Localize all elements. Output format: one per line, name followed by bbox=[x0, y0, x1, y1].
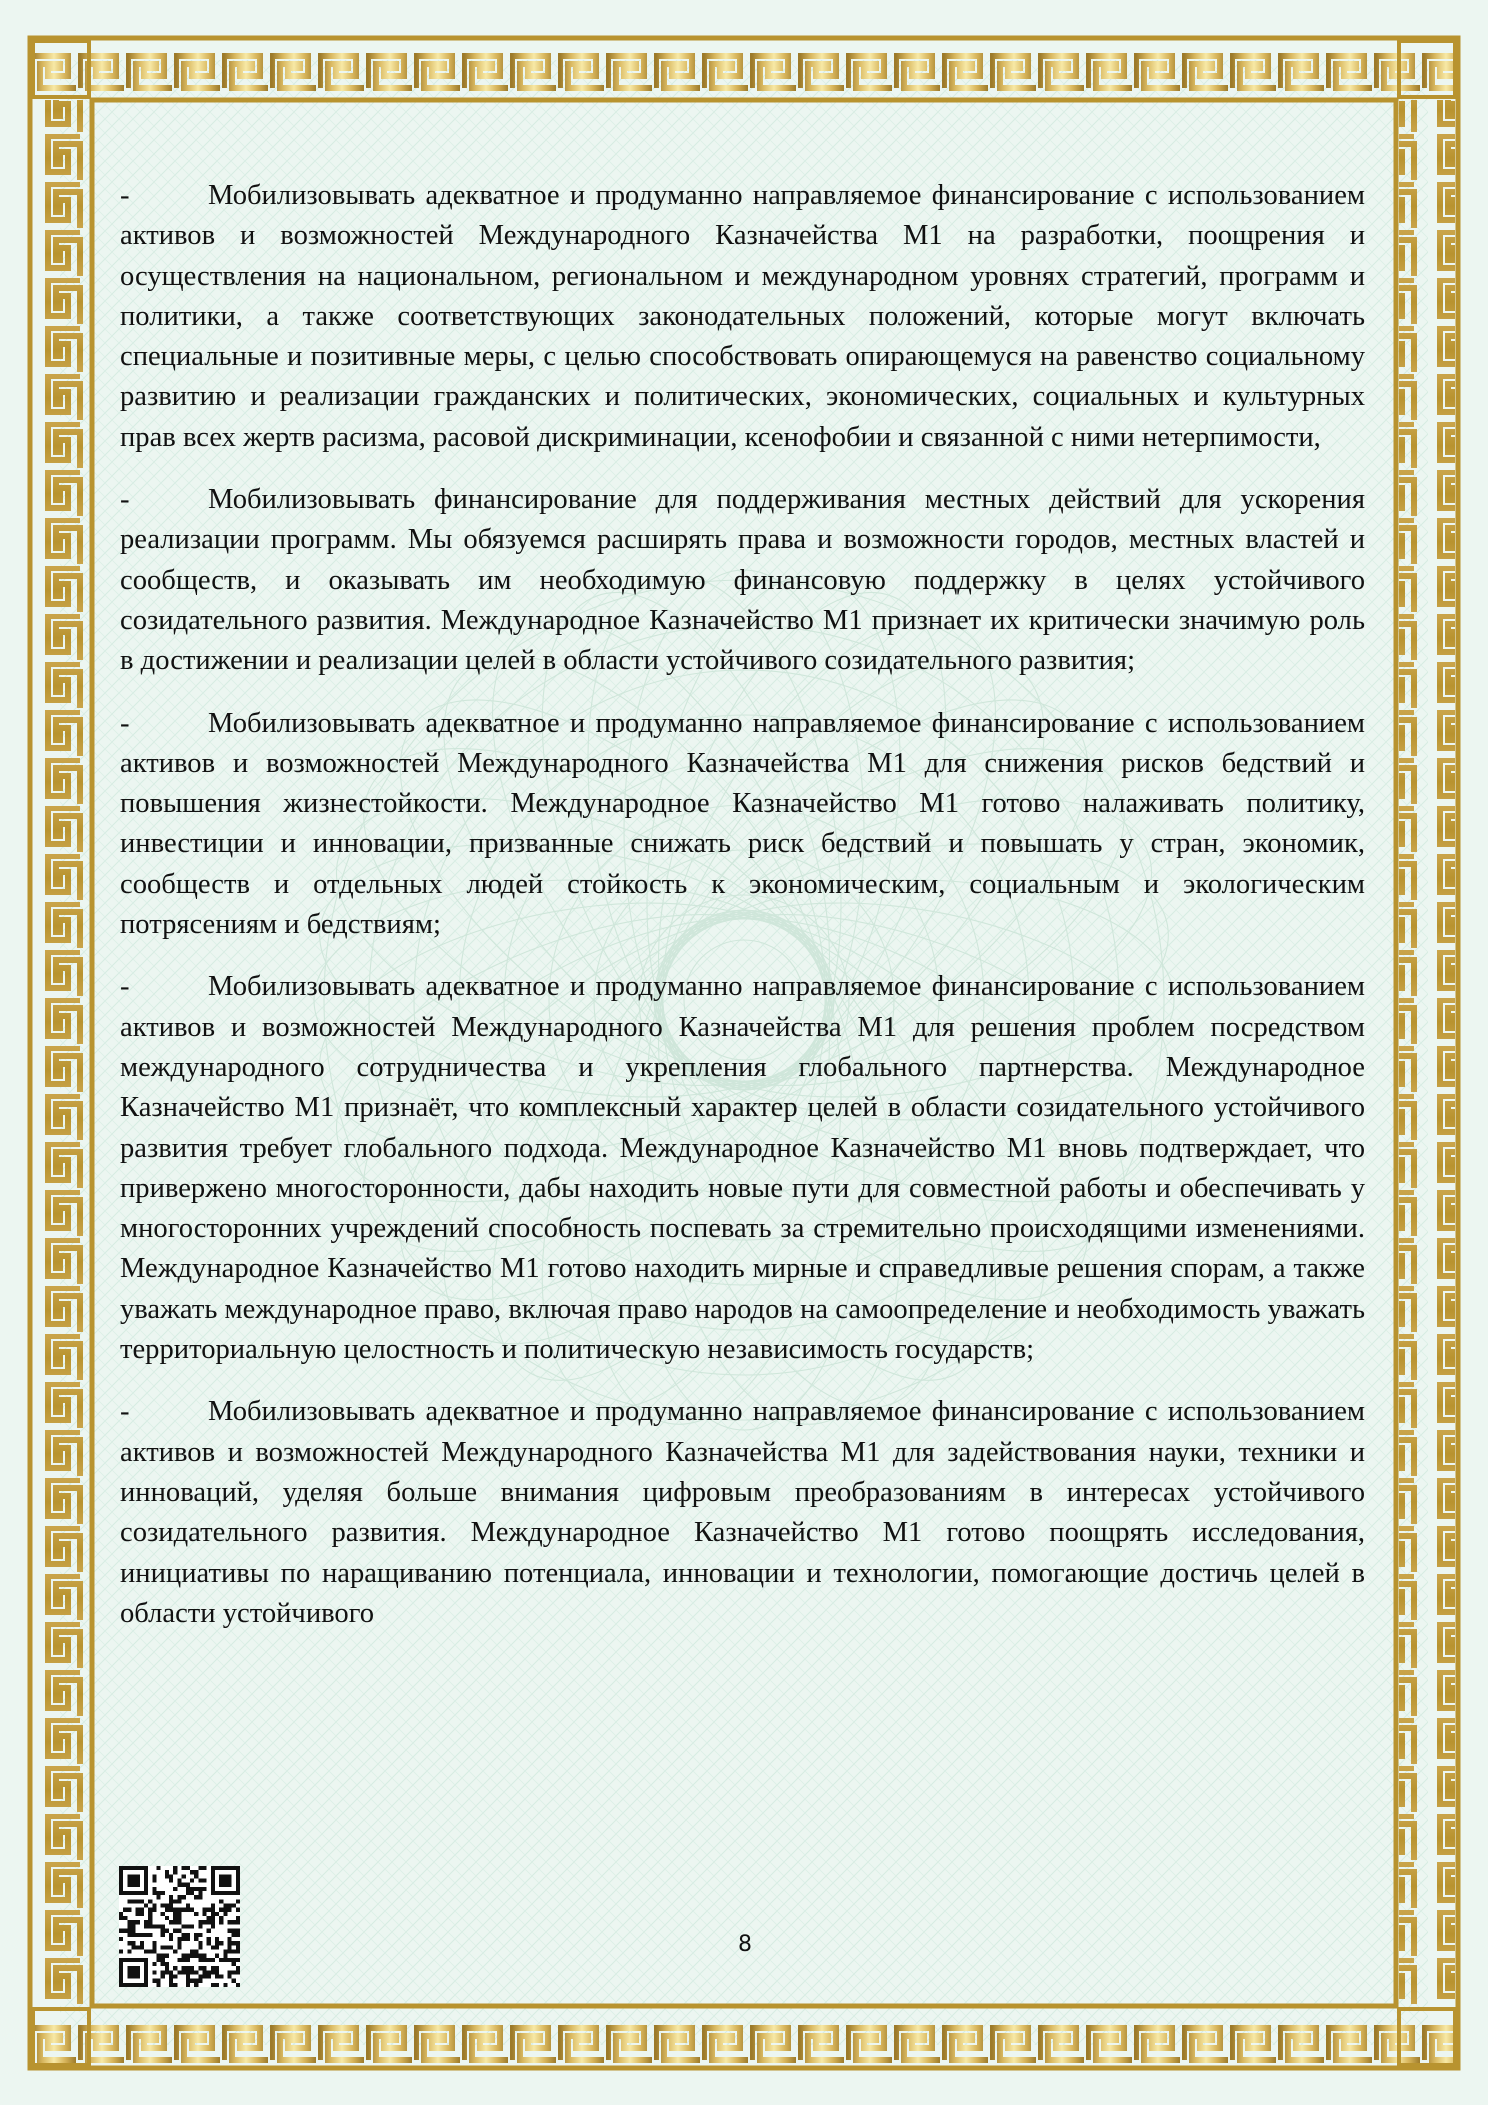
list-marker: - bbox=[120, 971, 130, 1003]
list-marker: - bbox=[120, 707, 130, 739]
document-body bbox=[120, 176, 1365, 1656]
list-marker: - bbox=[120, 1396, 130, 1428]
paragraph-text: Мобилизовывать адекватное и продуманно направляемое финансирование с использованием активов и возможностей Международного Казначейства М1 на разработки, поощрения и осуществления на национальном, региональном и международном уровнях стратегий, программ и политики, а также соответствующих законодательных положений, которые могут включать специальные и позитивные меры, с целью способствовать опирающемуся на равенство социальному развитию и реализации гражданских и политических, экономических, социальных и культурных прав всех жертв расизма, расовой дискриминации, ксенофобии и связанной с ними нетерпимости, bbox=[120, 180, 1365, 453]
paragraph bbox=[120, 176, 1365, 458]
page-number: 8 bbox=[738, 1932, 752, 1957]
paragraph bbox=[120, 480, 1365, 681]
paragraph-text: Мобилизовывать финансирование для поддерживания местных действий для ускорения реализации программ. Мы обязуемся расширять права и возможности городов, местных властей и сообществ, и оказывать им необходимую финансовую поддержку в целях устойчивого созидательного развития. Международное Казначейство М1 признает их критически значимую роль в достижении и реализации целей в области устойчивого созидательного развития; bbox=[120, 484, 1365, 677]
qr-code-icon bbox=[119, 1866, 240, 1987]
paragraph bbox=[120, 967, 1365, 1370]
list-marker: - bbox=[120, 180, 130, 211]
paragraph-text: Мобилизовывать адекватное и продуманно направляемое финансирование с использованием активов и возможностей Международного Казначейства М1 для решения проблем посредством международного сотрудничества и укрепления глобального партнерства. Международное Казначейство М1 признаёт, что комплексный характер целей в области созидательного устойчивого развития требует глобального подхода. Международное Казначейство М1 вновь подтверждает, что привержено многосторонности, дабы находить новые пути для совместной работы и обеспечивать у многосторонних учреждений способность поспевать за стремительно происходящими изменениями. Международное Казначейство М1 готово находить мирные и справедливые решения спорам, а также уважать международное право, включая право народов на самоопределение и необходимость уважать территориальную целостность и политическую независимость государств; bbox=[120, 971, 1365, 1366]
paragraph-text: Мобилизовывать адекватное и продуманно направляемое финансирование с использованием активов и возможностей Международного Казначейства М1 для задействования науки, техники и инноваций, уделяя больше внимания цифровым преобразованиям в интересах устойчивого созидательного развития. Международное Казначейство М1 готово поощрять исследования, инициативы по наращиванию потенциала, инновации и технологии, помогающие достичь целей в области устойчивого bbox=[120, 1396, 1365, 1629]
paragraph bbox=[120, 704, 1365, 946]
paragraph bbox=[120, 1392, 1365, 1634]
paragraph-text: Мобилизовывать адекватное и продуманно направляемое финансирование с использованием активов и возможностей Международного Казначейства М1 для снижения рисков бедствий и повышения жизнестойкости. Международное Казначейство М1 готово налаживать политику, инвестиции и инновации, призванные снижать риск бедствий и повышать у стран, экономик, сообществ и отдельных людей стойкость к экономическим, социальным и экологическим потрясениям и бедствиям; bbox=[120, 707, 1365, 941]
list-marker: - bbox=[120, 484, 130, 516]
